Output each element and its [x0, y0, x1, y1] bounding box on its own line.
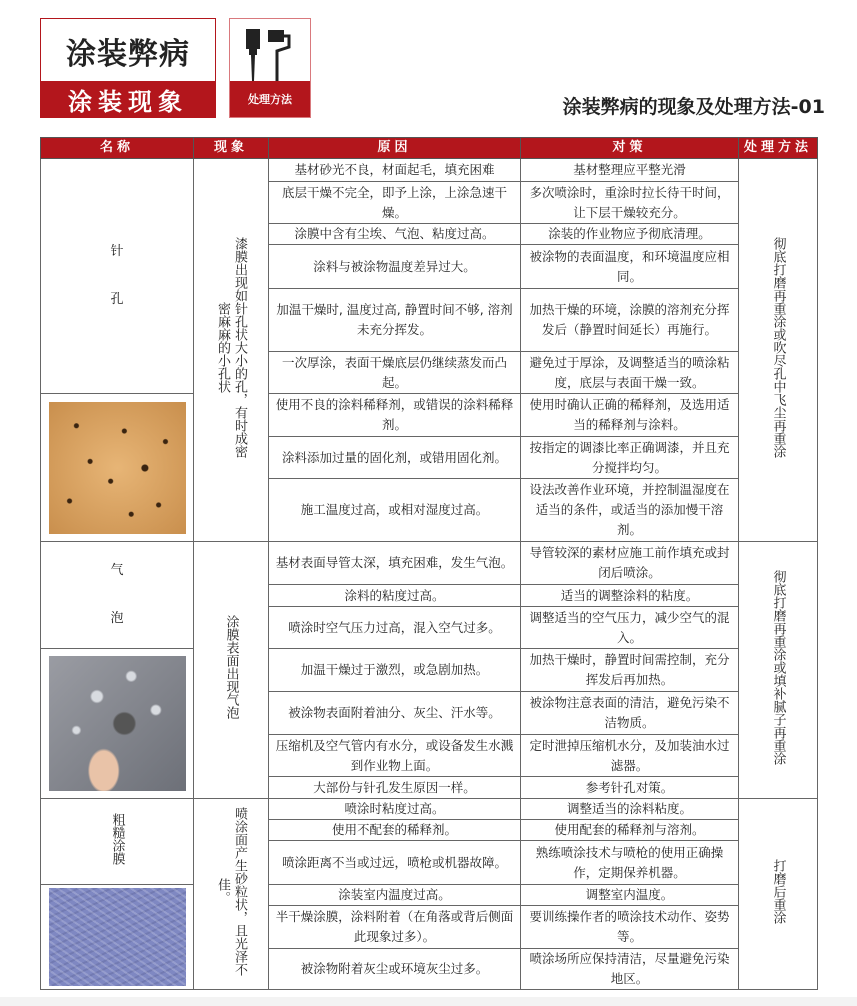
badge-title: 涂装弊病 — [66, 36, 190, 72]
remedy-cell: 避免过于厚涂，及调整适当的喷涂粘度，底层与表面干燥一致。 — [521, 352, 739, 394]
method-text: 彻底打磨再重涂或吹尽孔中飞尘再重涂 — [770, 236, 786, 458]
cause-cell: 压缩机及空气管内有水分，或设备发生水溅到作业物上面。 — [269, 735, 521, 777]
phenomenon-cell — [194, 542, 269, 799]
page-footer-band — [0, 997, 857, 1006]
method-text: 彻底打磨再重涂或填补腻子再重涂 — [770, 569, 786, 765]
remedy-cell: 适当的调整涂料的粘度。 — [521, 585, 739, 607]
remedy-cell: 参考针孔对策。 — [521, 777, 739, 799]
phenomenon-text: 漆膜出现如针孔状大小的孔，有时成密密麻麻的小孔状 — [215, 236, 247, 458]
table-row — [41, 649, 818, 692]
column-header-name: 名称 — [41, 138, 194, 159]
remedy-cell: 被涂物注意表面的清洁，避免污染不洁物质。 — [521, 692, 739, 735]
column-header-cause: 原因 — [269, 138, 521, 159]
table-row — [41, 159, 818, 182]
remedy-cell: 喷涂场所应保持清洁，尽量避免污染地区。 — [521, 949, 739, 990]
cause-cell: 被涂物附着灰尘或环境灰尘过多。 — [269, 949, 521, 990]
brush-roller-icon — [244, 27, 294, 83]
remedy-cell: 要训练操作者的喷涂技术动作、姿势等。 — [521, 906, 739, 949]
cause-cell: 加温干燥过于激烈，或急剧加热。 — [269, 649, 521, 692]
phenomenon-cell — [194, 159, 269, 542]
remedy-cell: 导管较深的素材应施工前作填充或封闭后喷涂。 — [521, 542, 739, 585]
bubble-photo — [49, 656, 186, 791]
cause-cell: 使用不良的涂料稀释剂，或错误的涂料稀释剂。 — [269, 394, 521, 437]
cause-cell: 基材砂光不良，材面起毛，填充困难 — [269, 159, 521, 182]
remedy-cell: 涂装的作业物应予彻底清理。 — [521, 224, 739, 245]
cause-cell: 涂料的粘度过高。 — [269, 585, 521, 607]
cause-cell: 涂料与被涂物温度差异过大。 — [269, 245, 521, 289]
cause-cell: 喷涂时粘度过高。 — [269, 799, 521, 820]
defect-name: 粗糙涂膜 — [109, 812, 125, 865]
remedy-cell: 多次喷涂时，重涂时拉长待干时间，让下层干燥较充分。 — [521, 182, 739, 224]
cause-cell: 涂料添加过量的固化剂，或错用固化剂。 — [269, 437, 521, 479]
cause-cell: 喷涂距离不当或过远，喷枪或机器故障。 — [269, 841, 521, 885]
remedy-cell: 按指定的调漆比率正确调漆，并且充分搅拌均匀。 — [521, 437, 739, 479]
defect-photo-cell — [41, 649, 194, 799]
defect-photo-cell — [41, 394, 194, 542]
method-cell — [739, 159, 818, 542]
cause-cell: 一次厚涂，表面干燥底层仍继续蒸发而凸起。 — [269, 352, 521, 394]
cause-cell: 喷涂时空气压力过高，混入空气过多。 — [269, 607, 521, 649]
defects-table — [40, 137, 818, 990]
cause-cell: 半干燥涂膜，涂料附着（在角落或背后侧面此现象过多）。 — [269, 906, 521, 949]
table-row — [41, 394, 818, 437]
cause-cell: 底层干燥不完全，即予上涂，上涂急速干燥。 — [269, 182, 521, 224]
remedy-cell: 基材整理应平整光滑 — [521, 159, 739, 182]
remedy-cell: 使用时确认正确的稀释剂，及选用适当的稀释剂与涂料。 — [521, 394, 739, 437]
category-badge — [40, 18, 216, 118]
defect-name-cell — [41, 542, 194, 649]
cause-cell: 使用不配套的稀释剂。 — [269, 820, 521, 841]
remedy-cell: 加热干燥的环境，涂膜的溶剂充分挥发后（静置时间延长）再施行。 — [521, 289, 739, 352]
remedy-cell: 调整适当的涂料粘度。 — [521, 799, 739, 820]
defect-name-char: 孔 — [110, 292, 124, 307]
defect-name-char: 气 — [110, 563, 124, 578]
remedy-cell: 调整适当的空气压力，减少空气的混入。 — [521, 607, 739, 649]
cause-cell: 基材表面导管太深，填充困难，发生气泡。 — [269, 542, 521, 585]
cause-cell: 加温干燥时, 温度过高, 静置时间不够, 溶剂未充分挥发。 — [269, 289, 521, 352]
remedy-cell: 熟练喷涂技术与喷枪的使用正确操作，定期保养机器。 — [521, 841, 739, 885]
column-header-phenomenon: 现象 — [194, 138, 269, 159]
tool-badge — [229, 18, 311, 118]
remedy-cell: 被涂物的表面温度，和环境温度应相同。 — [521, 245, 739, 289]
remedy-cell: 设法改善作业环境，并控制温湿度在适当的条件，或适当的添加慢干溶剂。 — [521, 479, 739, 542]
defect-name-char: 针 — [110, 244, 124, 259]
defect-name-cell — [41, 159, 194, 394]
rough-surface-photo — [49, 888, 186, 986]
column-header-method: 处理方法 — [739, 138, 818, 159]
defect-photo-cell — [41, 885, 194, 990]
tool-badge-label: 处理方法 — [230, 81, 310, 117]
defect-name-char: 泡 — [110, 611, 124, 626]
phenomenon-cell — [194, 799, 269, 990]
cause-cell: 被涂物表面附着油分、灰尘、汗水等。 — [269, 692, 521, 735]
remedy-cell: 调整室内温度。 — [521, 885, 739, 906]
badge-subtitle: 涂装现象 — [41, 81, 215, 117]
cause-cell: 大部份与针孔发生原因一样。 — [269, 777, 521, 799]
pinhole-photo — [49, 402, 186, 534]
table-row — [41, 885, 818, 906]
method-cell — [739, 799, 818, 990]
remedy-cell: 定时泄掉压缩机水分，及加装油水过滤器。 — [521, 735, 739, 777]
remedy-cell: 加热干燥时，静置时间需控制，充分挥发后再加热。 — [521, 649, 739, 692]
phenomenon-text: 涂膜表面出现气泡 — [223, 615, 239, 719]
table-header-row — [41, 138, 818, 159]
cause-cell: 涂装室内温度过高。 — [269, 885, 521, 906]
cause-cell: 施工温度过高，或相对湿度过高。 — [269, 479, 521, 542]
method-text: 打磨后重涂 — [770, 858, 786, 924]
method-cell — [739, 542, 818, 799]
defect-name-cell — [41, 799, 194, 885]
cause-cell: 涂膜中含有尘埃、气泡、粘度过高。 — [269, 224, 521, 245]
phenomenon-text: 喷涂面产生砂粒状，且光泽不佳。 — [215, 806, 247, 976]
column-header-remedy: 对策 — [521, 138, 739, 159]
remedy-cell: 使用配套的稀释剂与溶剂。 — [521, 820, 739, 841]
table-row — [41, 799, 818, 820]
table-row — [41, 542, 818, 585]
page-title: 涂装弊病的现象及处理方法-01 — [562, 96, 825, 118]
